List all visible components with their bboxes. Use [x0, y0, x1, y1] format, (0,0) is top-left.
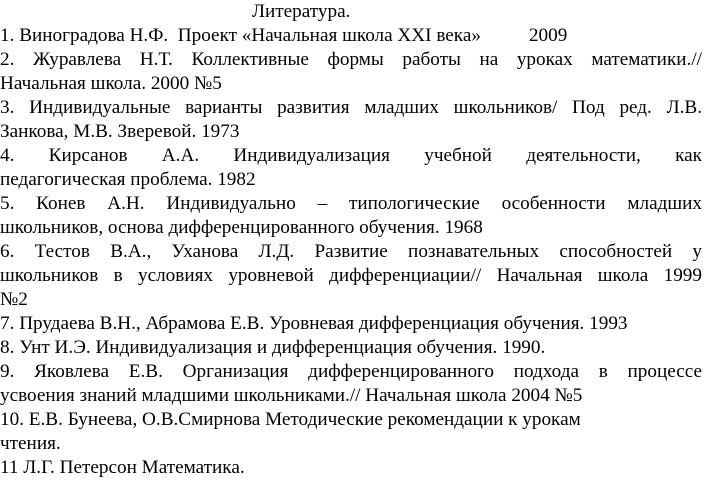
reference-item-9 [0, 360, 702, 408]
page-title: Литература. [252, 1, 351, 22]
reference-item-7 [0, 312, 702, 336]
reference-line: усвоения знаний младшими школьниками.// Начальная школа 2004 №5 [0, 385, 583, 406]
reference-item-2 [0, 48, 702, 96]
reference-item-1 [0, 24, 702, 48]
reference-item-8 [0, 336, 702, 360]
reference-item-6 [0, 240, 702, 312]
reference-line: педагогическая проблема. 1982 [0, 169, 256, 190]
reference-line: 9. Яковлева Е.В. Организация дифференцированного подхода в процессе [0, 361, 702, 382]
reference-line: 6. Тестов В.А., Уханова Л.Д. Развитие познавательных способностей у [0, 241, 702, 262]
reference-line: Начальная школа. 2000 №5 [0, 73, 222, 94]
reference-item-3 [0, 96, 702, 144]
reference-line: 7. Прудаева В.Н., Абрамова Е.В. Уровневая дифференциация обучения. 1993 [0, 313, 628, 334]
reference-line: школьников в условиях уровневой дифференциации// Начальная школа 1999 [0, 265, 702, 286]
reference-line: 2. Журавлева Н.Т. Коллективные формы работы на уроках математики.// [0, 49, 702, 70]
reference-item-10 [0, 408, 702, 456]
reference-line: 8. Унт И.Э. Индивидуализация и дифференциация обучения. 1990. [0, 337, 546, 358]
reference-line: 4. Кирсанов А.А. Индивидуализация учебной деятельности, как [0, 145, 702, 166]
reference-line: 11 Л.Г. Петерсон Математика. [0, 457, 245, 478]
reference-item-5 [0, 192, 702, 240]
reference-line: 5. Конев А.Н. Индивидуально – типологические особенности младших [0, 193, 702, 214]
reference-line: 1. Виноградова Н.Ф. Проект «Начальная школа XXI века» 2009 [0, 25, 568, 46]
reference-line: школьников, основа дифференцированного обучения. 1968 [0, 217, 483, 238]
reference-list [0, 24, 702, 480]
reference-item-11 [0, 456, 702, 480]
reference-item-4 [0, 144, 702, 192]
reference-line: чтения. [0, 433, 61, 454]
reference-line: Занкова, М.В. Зверевой. 1973 [0, 121, 240, 142]
reference-line: 10. Е.В. Бунеева, О.В.Смирнова Методические рекомендации к урокам [0, 409, 581, 430]
reference-line: 3. Индивидуальные варианты развития младших школьников/ Под ред. Л.В. [0, 97, 702, 118]
reference-line: №2 [0, 289, 28, 310]
